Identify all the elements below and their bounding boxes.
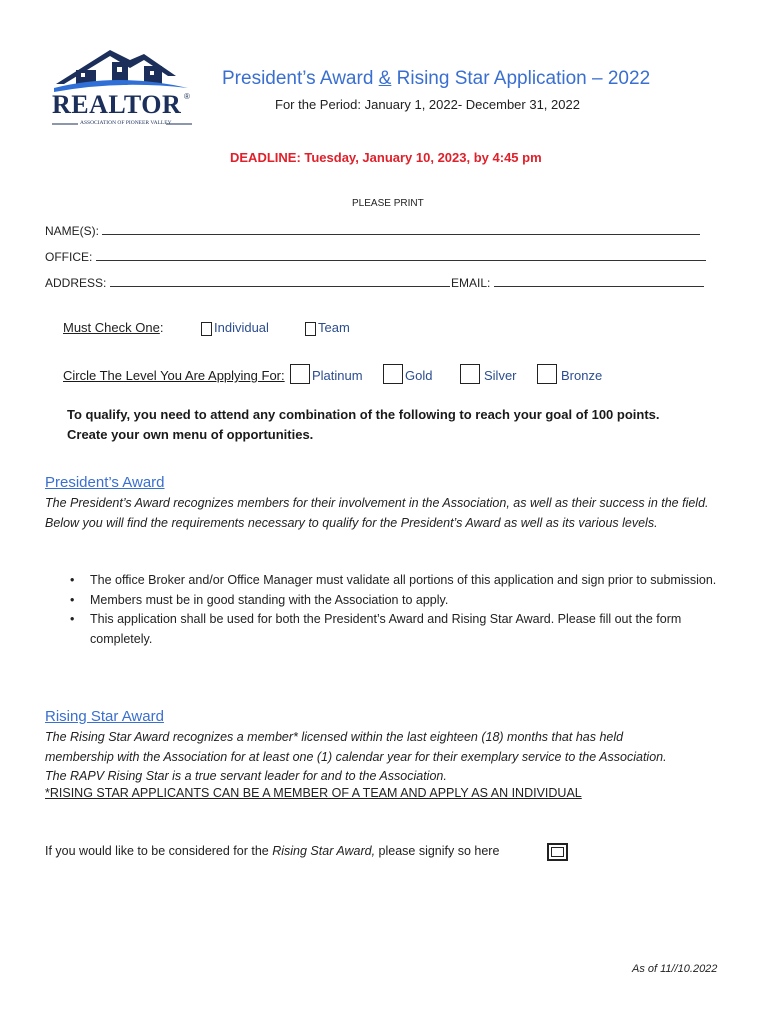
individual-label: Individual (214, 320, 269, 335)
presidents-award-bullets (70, 571, 720, 649)
rising-star-checkbox[interactable] (547, 843, 568, 861)
must-check-colon: : (159, 320, 164, 335)
presidents-award-description: The President’s Award recognizes members for their involvement in the Association, as well as their success in the field. Below you will find the requirements necessary to qualify for the President’s Award as well as its various levels. (45, 496, 709, 530)
address-input-line[interactable] (110, 275, 450, 287)
team-label: Team (318, 320, 350, 335)
email-field[interactable] (451, 275, 704, 290)
qualify-line2: Create your own menu of opportunities. (67, 427, 314, 442)
names-input-line[interactable] (102, 223, 700, 235)
must-check-text: Must Check One (63, 320, 160, 335)
names-label: NAME(S): (45, 224, 99, 238)
rising-star-heading: Rising Star Award (45, 708, 164, 725)
rising-star-line3: The RAPV Rising Star is a true servant leader for and to the Association. (45, 769, 447, 783)
list-item: • This application shall be used for both the President’s Award and Rising Star Award. Please fill out the form completely. (70, 612, 682, 646)
logo-subline: ASSOCIATION OF PIONEER VALLEY (80, 120, 172, 126)
rising-star-line2: membership with the Association for at least one (1) calendar year for their exemplary service to the Association. (45, 749, 667, 764)
bronze-checkbox[interactable] (537, 364, 557, 384)
award-period: For the Period: January 1, 2022- December 31, 2022 (275, 97, 580, 112)
bullet-text: Members must be in good standing with the Association to apply. (90, 592, 449, 607)
deadline-text: DEADLINE: Tuesday, January 10, 2023, by 4:45 pm (230, 150, 542, 165)
realtor-logo (48, 44, 196, 130)
platinum-checkbox[interactable] (290, 364, 310, 384)
bronze-label: Bronze (561, 368, 603, 383)
office-input-line[interactable] (96, 249, 706, 261)
title-part1: President’s Award (222, 68, 379, 89)
signify-suffix: please signify so here (375, 844, 500, 858)
please-print-label: PLEASE PRINT (352, 198, 424, 209)
individual-checkbox[interactable] (201, 322, 212, 336)
gold-label: Gold (405, 368, 433, 383)
as-of-date: As of 11//10.2022 (632, 963, 718, 975)
signify-italic: Rising Star Award, (272, 844, 376, 858)
team-checkbox[interactable] (305, 322, 316, 336)
title-ampersand: & (378, 68, 392, 89)
list-item: • Members must be in good standing with the Association to apply. (70, 592, 449, 607)
names-field[interactable] (45, 223, 700, 238)
logo-wordmark: REALTOR (52, 90, 182, 119)
rising-star-signify (45, 844, 499, 858)
qualify-instructions (67, 405, 660, 445)
email-label: EMAIL: (451, 276, 491, 290)
qualify-line1: To qualify, you need to attend any combination of the following to reach your goal of 100 points. (67, 407, 660, 422)
presidents-award-heading: President’s Award (45, 474, 165, 491)
address-label: ADDRESS: (45, 276, 107, 290)
office-label: OFFICE: (45, 250, 93, 264)
page-title (222, 68, 650, 90)
email-input-line[interactable] (494, 275, 704, 287)
must-check-one-label (63, 320, 163, 335)
rising-star-note: *RISING STAR APPLICANTS CAN BE A MEMBER OF A TEAM AND APPLY AS AN INDIVIDUAL (45, 786, 582, 800)
bullet-text: The office Broker and/or Office Manager must validate all portions of this application and sign prior to submission. (90, 573, 717, 587)
rising-star-line1: The Rising Star Award recognizes a member* licensed within the last eighteen (18) months that has held (45, 730, 624, 744)
signify-prefix: If you would like to be considered for the (45, 844, 273, 858)
platinum-label: Platinum (312, 368, 363, 383)
silver-checkbox[interactable] (460, 364, 480, 384)
circle-level-label: Circle The Level You Are Applying For: (63, 368, 285, 383)
title-part2: Rising Star Application – 2022 (391, 68, 651, 89)
bullet-text: This application shall be used for both the President’s Award and Rising Star Award. Please fill out the form completely. (90, 612, 682, 646)
list-item: • The office Broker and/or Office Manager must validate all portions of this application and sign prior to submission. (70, 573, 717, 587)
silver-label: Silver (484, 368, 517, 383)
registered-mark: ® (184, 92, 190, 101)
gold-checkbox[interactable] (383, 364, 403, 384)
office-field[interactable] (45, 249, 706, 264)
rising-star-description (45, 728, 735, 787)
address-field[interactable] (45, 275, 450, 290)
